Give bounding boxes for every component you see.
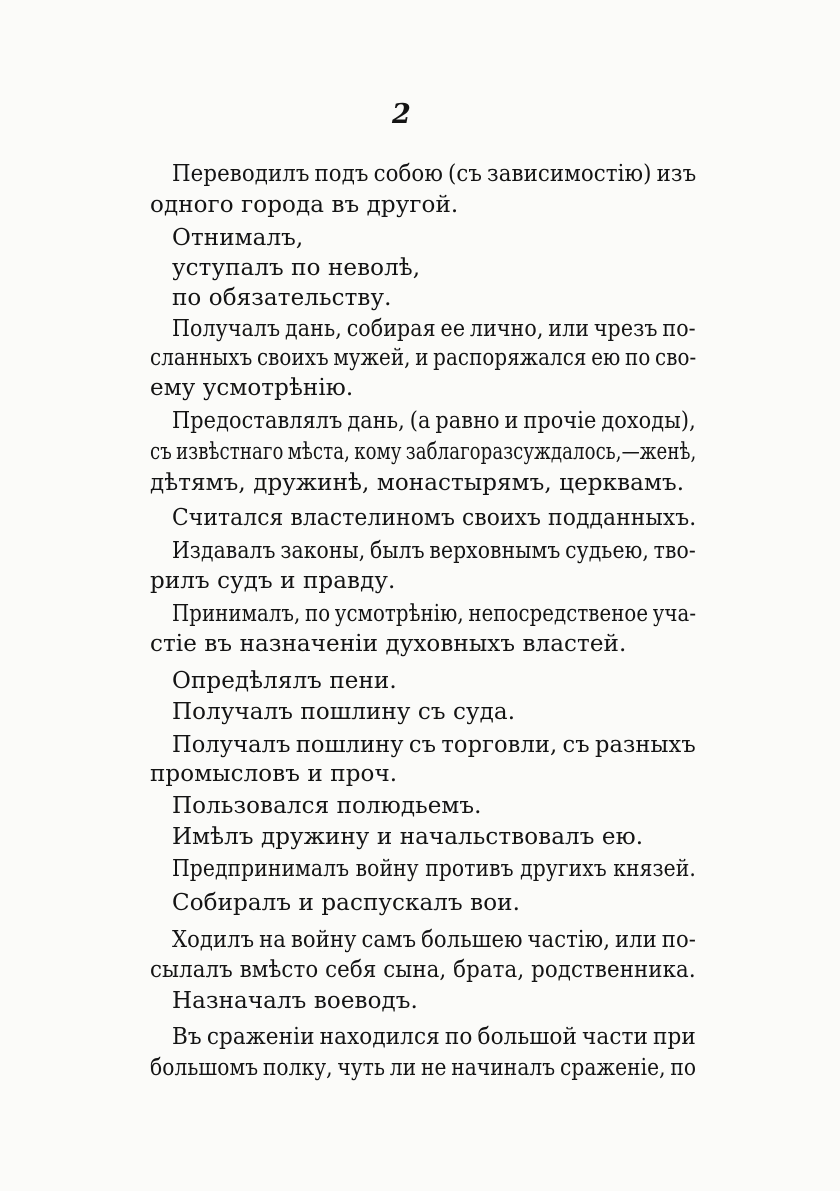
text-line: Принималъ, по усмотрѣнію, непосредственое уча- [172, 601, 697, 627]
text-line: промысловъ и проч. [150, 761, 398, 787]
text-line: ему усмотрѣнію. [150, 375, 354, 401]
text-line: Получалъ пошлину съ торговли, съ разныхъ [172, 732, 696, 758]
text-line: сылалъ вмѣсто себя сына, брата, родственника. [150, 957, 696, 983]
text-line: съ извѣстнаго мѣста, кому заблагоразсуждалось,—женѣ, [150, 439, 697, 465]
text-line: стіе въ назначеніи духовныхъ властей. [150, 631, 627, 657]
text-line: Предпринималъ войну противъ другихъ князей. [172, 856, 696, 882]
text-line: большомъ полку, чуть ли не начиналъ сраженіе, по [150, 1055, 697, 1081]
text-line: по обязательству. [172, 285, 392, 311]
text-line: Собиралъ и распускалъ вои. [172, 890, 520, 916]
text-line: Въ сраженіи находился по большой части при [172, 1024, 696, 1050]
page-number: 2 [392, 99, 411, 130]
text-line: Назначалъ воеводъ. [172, 988, 418, 1014]
text-line: Получалъ дань, собирая ее лично, или чрезъ по- [172, 316, 696, 342]
text-line: Опредѣлялъ пени. [172, 668, 397, 694]
text-line: Пользовался полюдьемъ. [172, 793, 482, 819]
text-line: Переводилъ подъ собою (съ зависимостію) изъ [172, 161, 697, 187]
text-line: Имѣлъ дружину и начальствовалъ ею. [172, 824, 644, 850]
text-line: уступалъ по неволѣ, [172, 255, 421, 281]
text-line: Получалъ пошлину съ суда. [172, 699, 516, 725]
text-line: сланныхъ своихъ мужей, и распоряжался ею по сво- [150, 345, 697, 371]
text-line: Ходилъ на войну самъ большею частію, или по- [172, 927, 696, 953]
text-line: Считался властелиномъ своихъ подданныхъ. [172, 505, 697, 531]
text-line: дѣтямъ, дружинѣ, монастырямъ, церквамъ. [150, 470, 685, 496]
text-line: Предоставлялъ дань, (а равно и прочіе доходы), [172, 408, 696, 434]
text-line: рилъ судъ и правду. [150, 568, 396, 594]
text-line: Отнималъ, [172, 225, 304, 251]
text-line: одного города въ другой. [150, 192, 459, 218]
text-line: Издавалъ законы, былъ верховнымъ судьею, тво- [172, 538, 696, 564]
